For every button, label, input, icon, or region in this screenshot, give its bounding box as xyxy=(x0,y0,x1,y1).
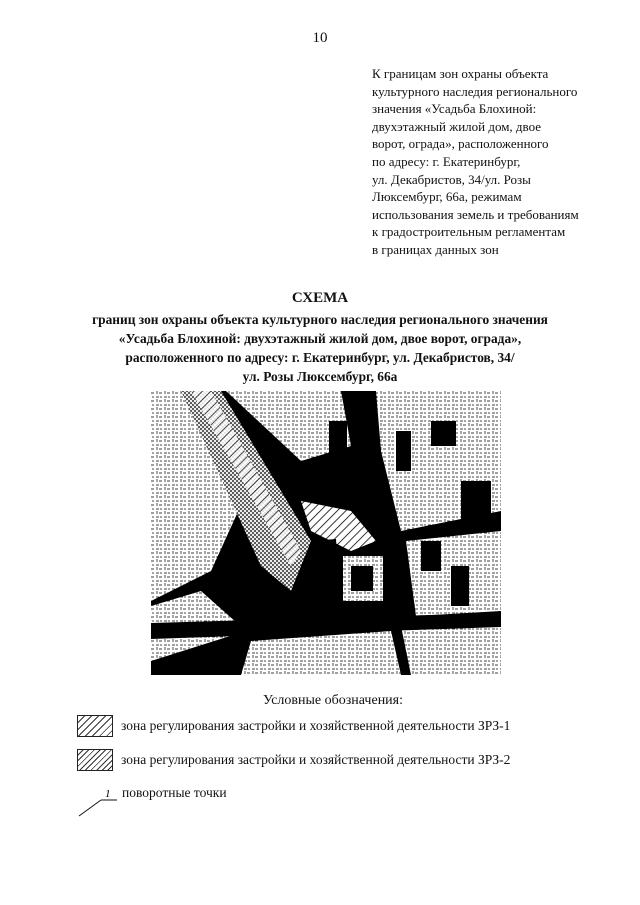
annex-line: ул. Декабристов, 34/ул. Розы xyxy=(372,171,531,187)
annex-line: к градостроительным регламентам xyxy=(372,224,566,240)
hatch-swatch xyxy=(77,749,113,771)
annex-line: использования земель и требованиям xyxy=(372,206,579,222)
annex-line: ворот, ограда», расположенного xyxy=(372,136,549,152)
subtitle-line: расположенного по адресу: г. Екатеринбург, ул. Декабристов, 34/ xyxy=(125,350,515,365)
turning-point-icon xyxy=(75,780,123,820)
hatch-swatch xyxy=(77,715,113,737)
annex-note xyxy=(372,65,632,259)
legend-row-zrz1 xyxy=(77,714,510,738)
site-map-drawing xyxy=(151,391,501,675)
annex-line: двухэтажный жилой дом, двое xyxy=(372,118,542,134)
annex-line: в границах данных зон xyxy=(372,241,499,257)
turning-point-label: поворотные точки xyxy=(122,785,227,800)
legend-row-zrz2 xyxy=(77,748,510,772)
annex-line: значения «Усадьба Блохиной: xyxy=(372,101,537,117)
subtitle-line: «Усадьба Блохиной: двухэтажный жилой дом, двое ворот, ограда», xyxy=(118,331,522,346)
subtitle-line: ул. Розы Люксембург, 66а xyxy=(242,369,398,384)
legend-label: зона регулирования застройки и хозяйственной деятельности ЗРЗ-2 xyxy=(121,752,511,767)
page-number: 10 xyxy=(312,30,328,46)
subtitle-line: границ зон охраны объекта культурного наследия регионального значения xyxy=(92,312,548,327)
legend-title: Условные обозначения: xyxy=(262,693,404,708)
legend-label: зона регулирования застройки и хозяйственной деятельности ЗРЗ-1 xyxy=(121,718,511,733)
annex-line: К границам зон охраны объекта xyxy=(372,66,549,81)
annex-line: Люксембург, 66а, режимам xyxy=(372,189,522,205)
site-map xyxy=(151,391,501,675)
annex-line: по адресу: г. Екатеринбург, xyxy=(372,153,521,169)
scheme-subtitle xyxy=(0,310,640,386)
annex-line: культурного наследия регионального xyxy=(372,83,578,99)
scheme-title: СХЕМА xyxy=(291,290,349,306)
turning-point-number: 1 xyxy=(105,788,111,800)
